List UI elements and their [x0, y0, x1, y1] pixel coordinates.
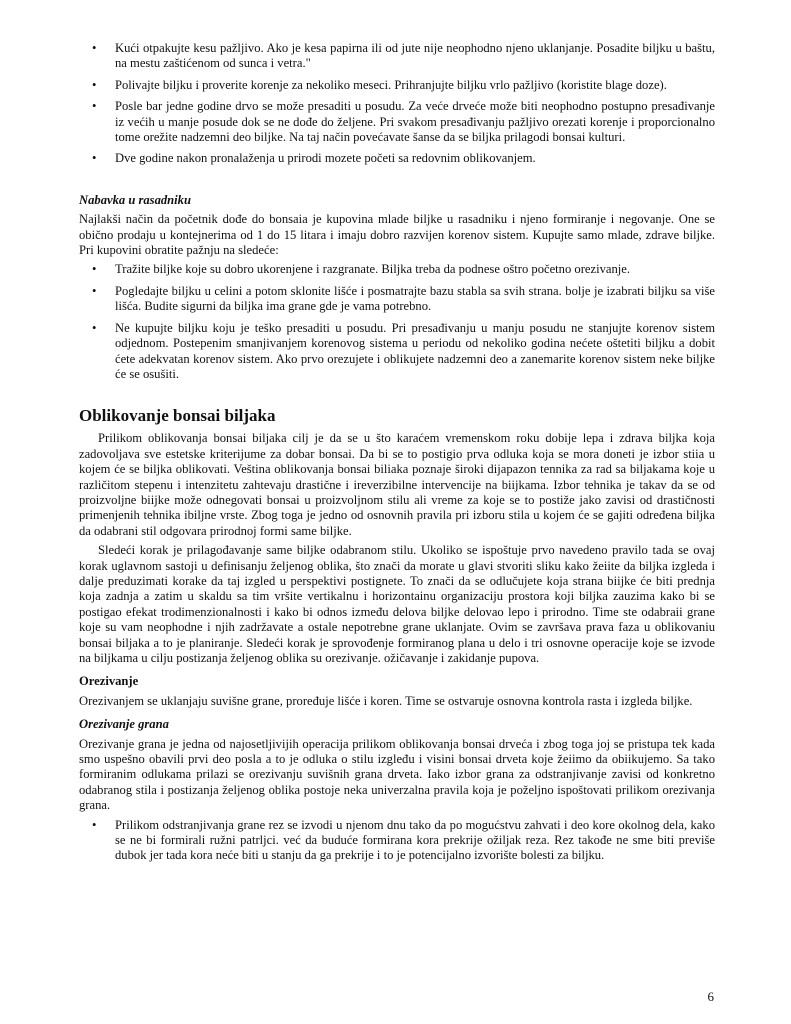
- bullet-icon: •: [92, 41, 97, 55]
- list-item: [79, 321, 715, 383]
- bullet-icon: •: [92, 320, 97, 335]
- orezivanje-grana-paragraph: Orezivanje grana je jedna od najosetljivijih operacija prilikom oblikovanja bonsai drveća i zbog toga joj se pristupa tek kada smo uspešno obavili prvi deo posla a to je odluka o stilu izgleđu i visini bonsai drveta koje žeiimo da obiikujemo. Sa tako formiranim odlukama prilazi se orezivanju suvišnih grana drveta. Iako izbor grana za odstranjivanje zavisi od konkretno odabranog stila i postizanja željenog oblika postoje neka univerzalna pravila koja je poželjno ispoštovati prilikom orezivanja grana.: [79, 736, 715, 813]
- list-item: [79, 78, 715, 93]
- bullet-icon: •: [92, 99, 97, 114]
- orezivanje-grana-heading: Orezivanje grana: [79, 717, 169, 732]
- orezivanje-grana-bullet-list: [79, 818, 715, 864]
- list-item: [79, 99, 715, 145]
- page-number: 6: [707, 989, 714, 1004]
- nabavka-intro: Najlakši način da početnik dođe do bonsaia je kupovina mlade biljke u rasadniku i njeno formiranje i negovanje. One se obično prodaju u kontejnerima od 1 do 15 litara i imaju dobro razvijen korenov sistem. Kupujte samo mlade, zdrave biljke. Pri kupovini obratite pažnju na sledeće:: [79, 212, 715, 258]
- list-item-text: Prilikom odstranjivanja grane rez se izvodi u njenom dnu tako da po mogućstvu zahvati i deo kore okolnog dela, kako se ne bi formirali ružni patrljci. već da buduće formirana kora prekrije ožiljak reza. Rez takođe ne sme biti previše dubok jer tada kora neće biti u stanju da ga prekrije i to je potencijalno izvorište bolesti za biljku.: [115, 817, 715, 863]
- list-item-text: Pogledajte biljku u celini a potom sklonite lišće i posmatrajte bazu stabla sa svih strana. bolje je izabrati biljku sa više lišća. Budite sigurni da biljka ima grane gde je vama potrebno.: [115, 283, 715, 314]
- bullet-icon: •: [92, 283, 97, 298]
- bullet-icon: •: [92, 77, 97, 92]
- page-content: [79, 41, 715, 870]
- oblikovanje-heading: Oblikovanje bonsai biljaka: [79, 406, 276, 426]
- list-item-text: Ne kupujte biljku koju je teško presaditi u posudu. Pri presađivanju u manju posudu ne stanjujte korenov sistem odjednom. Postepenim smanjivanjem korenovog sistema u periodu od nekoliko godina nećete oštetiti biljku a dobit ćete adekvatan korenov sistem. Ako prvo orezujete i oblikujete nadzemni deo a zanemarite korenov sistem neke biljke će se osušiti.: [115, 320, 715, 381]
- list-item-text: Dve godine nakon pronalaženja u prirodi mozete početi sa redovnim oblikovanjem.: [115, 151, 536, 166]
- oblikovanje-paragraph-1: Prilikom oblikovanja bonsai biljaka cilj je da se u što karaćem vremenskom roku dobije lepa i zdrava biljka koja zadovoljava sve estetske kriterijume za dobar bonsai. Da bi se to postigio prva odluka koja se mora doneti je izbor stiia u kojem će se biljka oblikovati. Veština oblikovanja bonsai biliaka poznaje široki dijapazon tennika za rad sa biljakama koje u različitom stepenu i intenzitetu zahtevaju drastične i ireverzibilne intervencije na biijkama. Izbor tehnika je takav da se od proizvoljne biijke može odnegovati bonsai u proizvoljnom stilu ali vreme za koje se to postiže jako zavisi od drastičnosti primenjenih tehnika ibiljne vrste. Zbog toga je jedno od osnovnih pravila pri izboru stila u kojem će se gajiti određena biljka da odabrani stil odgovara prirodnoj formi same biljke.: [79, 431, 715, 538]
- orezivanje-heading: Orezivanje: [79, 674, 139, 689]
- bullet-icon: •: [92, 817, 97, 832]
- nabavka-heading: Nabavka u rasadniku: [79, 192, 191, 207]
- list-item-text: Tražite biljke koje su dobro ukorenjene i razgranate. Biljka treba da podnese oštro početno orezivanje.: [115, 262, 631, 277]
- bullet-icon: •: [92, 262, 97, 277]
- top-bullet-list: [79, 41, 715, 167]
- bullet-icon: •: [92, 151, 97, 166]
- list-item: [79, 262, 715, 277]
- list-item-text: Kući otpakujte kesu pažljivo. Ako je kesa papirna ili od jute nije neophodno njeno uklanjanje. Posadite biljku u baštu, na mestu zaštićenom od sunca i vetra.": [115, 41, 715, 71]
- list-item: [79, 284, 715, 315]
- list-item: [79, 818, 715, 864]
- list-item-text: Polivajte biljku i proverite korenje za nekoliko meseci. Prihranjujte biljku vrlo pažljivo (koristite blage doze).: [115, 77, 667, 92]
- list-item: [79, 41, 715, 72]
- nabavka-bullet-list: [79, 262, 715, 382]
- orezivanje-paragraph: Orezivanjem se uklanjaju suvišne grane, proređuje lišće i koren. Time se ostvaruje osnovna kontrola rasta i izgleda biljke.: [79, 693, 693, 708]
- list-item: [79, 151, 715, 166]
- list-item-text: Posle bar jedne godine drvo se može presaditi u posudu. Za veće drveće može biti neophodno postupno presađivanje iz većih u manje posude dok se ne dođe do željene. Pri svakom presađivanju pažljivo orezati korenje i proporcionalno tome orežite nadzemni deo biljke. Na taj način povećavate šanse da se biljka prilagodi bonsai kulturi.: [115, 99, 715, 145]
- oblikovanje-paragraph-2: Sledeći korak je prilagođavanje same biljke odabranom stilu. Ukoliko se ispoštuje prvo navedeno pravilo tada se ovaj korak uglavnom sastoji u definisanju željenog oblika, što znači da morate u glavi stvoriti sliku kako žeiite da biljka izgleda i dalje preduzimati korake da taj izgled u perspektivi postignete. To znači da se odlučujete koja strana biijke će biti prednja koja zadnja a zatim u skaldu sa tim vršite vertikalnu i horizontainu organizaciju prostora koji biljka zauzima kako bi se postigao efekat trodimenzionalnosti i kako bi odnos između delova biljke delovao lepo i prirodno. Time ste odabraii grane koje su vam neophodne i njih zadržavate a ostale nepotrebne grane uklanjate. Ovim se završava prava faza u oblikovaniu bonsai biljaka a to je planiranje. Sledeći korak je sprovođenje formiranog plana u delo i tri osnovne operacije koje se izvode na biljkama u cilju postizanja željenog oblika su orezivanje. ožičavanje i zakidanje pupova.: [79, 543, 715, 665]
